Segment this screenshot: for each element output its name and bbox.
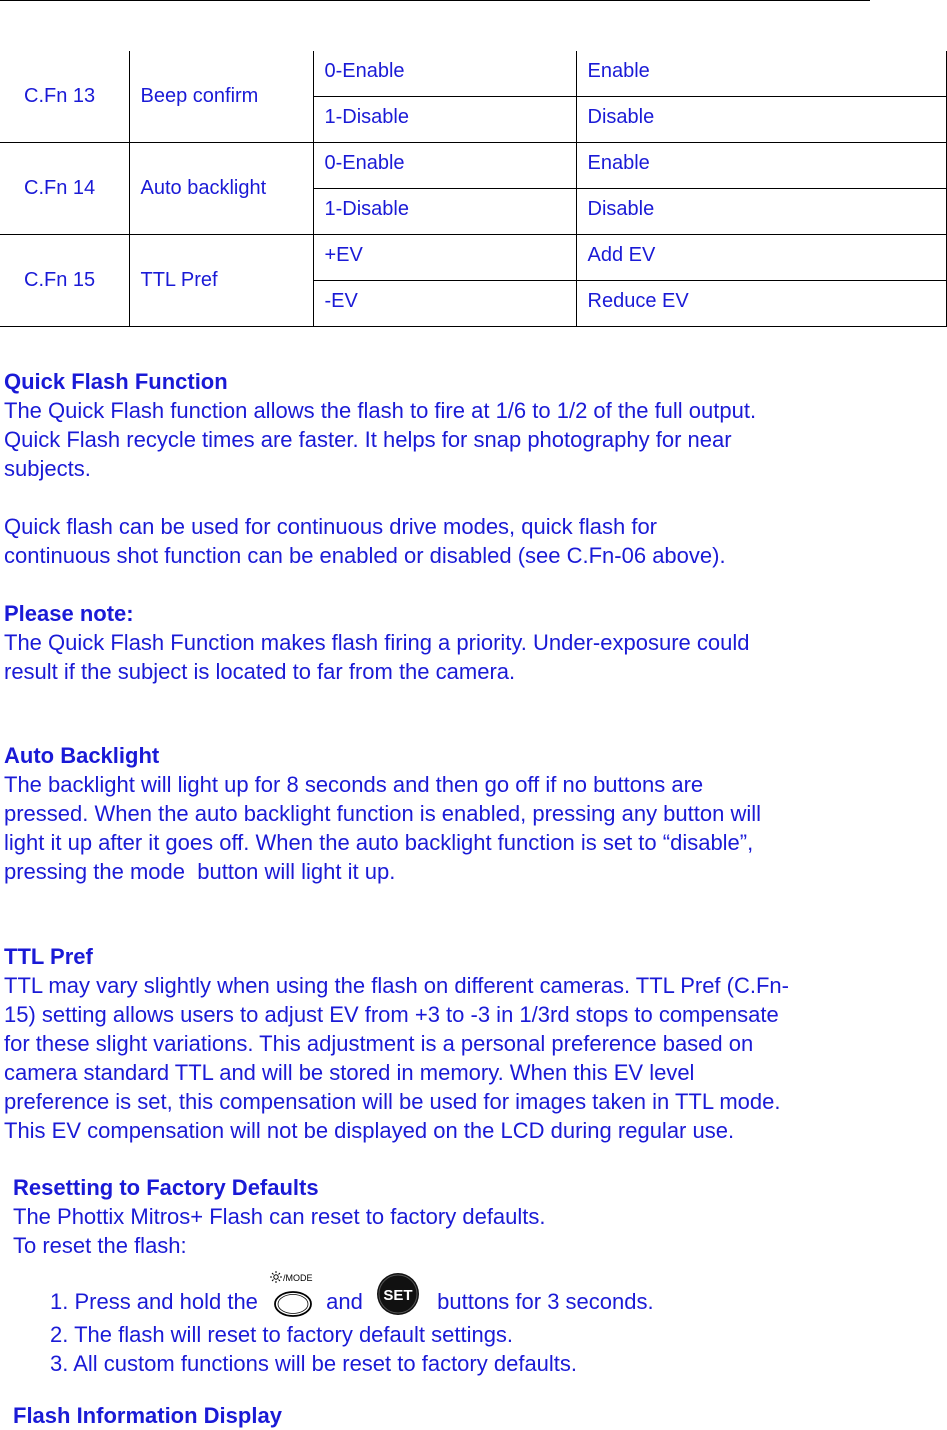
- paragraph-line: pressed. When the auto backlight function is enabled, pressing any button will: [4, 801, 762, 826]
- fn-desc: Add EV: [576, 235, 946, 281]
- auto-backlight-section: [4, 741, 761, 886]
- quick-flash-section: [4, 367, 756, 686]
- section-heading: TTL Pref: [4, 944, 93, 969]
- step-2: 2. The flash will reset to factory default settings.: [50, 1322, 514, 1347]
- paragraph-line: pressing the mode button will light it up.: [4, 859, 396, 884]
- paragraph-line: camera standard TTL and will be stored in memory. When this EV level: [4, 1060, 695, 1085]
- section-heading: Flash Information Display: [13, 1403, 282, 1428]
- fn-setting: -EV: [313, 281, 576, 327]
- paragraph-line: for these slight variations. This adjustment is a personal preference based on: [4, 1031, 754, 1056]
- section-heading: Quick Flash Function: [4, 369, 228, 394]
- paragraph-line: TTL may vary slightly when using the flash on different cameras. TTL Pref (C.Fn-: [4, 973, 789, 998]
- flash-info-section: [13, 1401, 282, 1430]
- step-text: buttons for 3 seconds.: [437, 1288, 654, 1314]
- section-heading: Auto Backlight: [4, 743, 160, 768]
- fn-desc: Enable: [576, 143, 946, 189]
- fn-setting: 0-Enable: [313, 143, 576, 189]
- paragraph-line: The backlight will light up for 8 seconds and then go off if no buttons are: [4, 772, 704, 797]
- table-row: [0, 235, 946, 281]
- fn-setting: 0-Enable: [313, 51, 576, 97]
- top-rule: [0, 0, 870, 1]
- svg-text:/MODE: /MODE: [283, 1273, 313, 1283]
- fn-setting: 1-Disable: [313, 97, 576, 143]
- fn-setting: +EV: [313, 235, 576, 281]
- paragraph-line: To reset the flash:: [13, 1233, 187, 1258]
- ttl-pref-section: [4, 942, 789, 1145]
- step-text: and: [326, 1288, 363, 1314]
- paragraph-line: The Quick Flash function allows the flash to fire at 1/6 to 1/2 of the full output.: [4, 398, 757, 423]
- backlight-mode-button-icon: [268, 1270, 318, 1320]
- paragraph-line: continuous shot function can be enabled or disabled (see C.Fn-06 above).: [4, 543, 726, 568]
- step-3: 3. All custom functions will be reset to factory defaults.: [50, 1351, 578, 1376]
- fn-name: Auto backlight: [129, 143, 313, 235]
- fn-code: C.Fn 15: [0, 235, 129, 327]
- paragraph-line: Quick flash can be used for continuous drive modes, quick flash for: [4, 514, 658, 539]
- paragraph-line: subjects.: [4, 456, 91, 481]
- paragraph-line: result if the subject is located to far from the camera.: [4, 659, 516, 684]
- paragraph-line: This EV compensation will not be displayed on the LCD during regular use.: [4, 1118, 735, 1143]
- fn-code: C.Fn 13: [0, 51, 129, 143]
- fn-setting: 1-Disable: [313, 189, 576, 235]
- paragraph-line: Quick Flash recycle times are faster. It helps for snap photography for near: [4, 427, 732, 452]
- paragraph-line: 15) setting allows users to adjust EV from +3 to -3 in 1/3rd stops to compensate: [4, 1002, 779, 1027]
- fn-desc: Reduce EV: [576, 281, 946, 327]
- custom-function-table: [0, 51, 947, 327]
- table-row: [0, 51, 946, 97]
- fn-desc: Disable: [576, 97, 946, 143]
- paragraph-line: The Phottix Mitros+ Flash can reset to factory defaults.: [13, 1204, 546, 1229]
- note-heading: Please note:: [4, 601, 134, 626]
- paragraph-line: The Quick Flash Function makes flash firing a priority. Under-exposure could: [4, 630, 750, 655]
- fn-name: Beep confirm: [129, 51, 313, 143]
- table-row: [0, 143, 946, 189]
- step-text: 1. Press and hold the: [50, 1288, 258, 1314]
- set-button-icon: [375, 1271, 421, 1317]
- reset-section: [13, 1173, 654, 1378]
- step-1: [50, 1273, 654, 1320]
- fn-desc: Enable: [576, 51, 946, 97]
- paragraph-line: preference is set, this compensation will be used for images taken in TTL mode.: [4, 1089, 781, 1114]
- fn-desc: Disable: [576, 189, 946, 235]
- paragraph-line: light it up after it goes off. When the auto backlight function is set to “disable”,: [4, 830, 754, 855]
- svg-text:SET: SET: [383, 1287, 413, 1304]
- fn-name: TTL Pref: [129, 235, 313, 327]
- reset-steps: [13, 1273, 654, 1378]
- section-heading: Resetting to Factory Defaults: [13, 1175, 319, 1200]
- fn-code: C.Fn 14: [0, 143, 129, 235]
